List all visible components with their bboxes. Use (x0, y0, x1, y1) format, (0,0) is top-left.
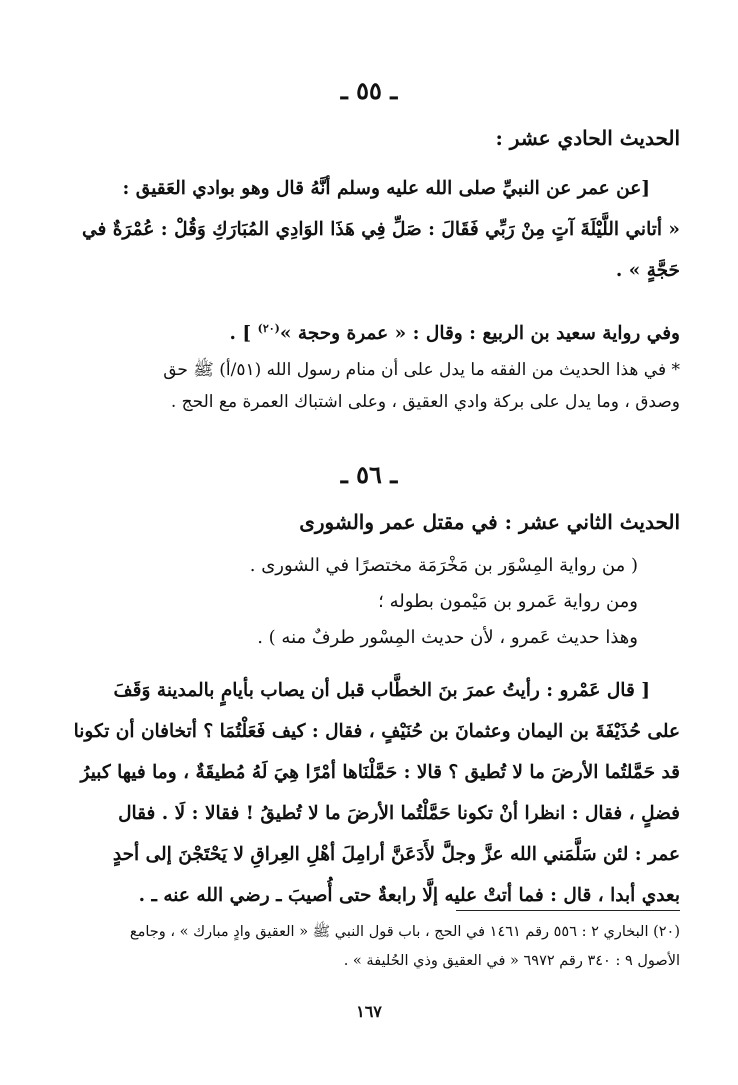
footnote-line-1: (٢٠) البخاري ٢ : ٥٥٦ رقم ١٤٦١ في الحج ، باب قول النبي ﷺ « العقيق وادٍ مبارك » ، وجامع (129, 924, 680, 940)
rabi-narration-text: وفي رواية سعيد بن الربيع : وقال : « عمرة وحجة » (279, 323, 680, 345)
hadith-12-line-3: قد حَمَّلتُما الأرضَ ما لا تُطيق ؟ قالا : حَمَّلْنَاها أمْرًا هِيَ لَهُ مُطيقَةٌ ، وما فيها كبيرُ (80, 762, 680, 783)
hadith-12-line-2: على حُذَيْفَةَ بن اليمان وعثمانَ بن حُنَيْفٍ ، فقال : كيف فَعَلْتُمَا ؟ أتخافان أن تكونا (73, 721, 680, 742)
hadith-11-text (58, 168, 680, 291)
hadith-12-text (58, 670, 680, 916)
commentary-line-2: وصدق ، وما يدل على بركة وادي العقيق ، وعلى اشتباك العمرة مع الحج . (170, 392, 680, 412)
hadith-12-line-1: [ قال عَمْرو : رأيتُ عمرَ بنَ الخطَّاب قبل أن يصاب بأيامٍ بالمدينة وَقَفَ (113, 680, 650, 701)
footnote-line-2: الأصول ٩ : ٣٤٠ رقم ٦٩٧٢ « في العقيق وذي الحُليفة » . (343, 953, 680, 969)
hadith-12-line-6: بعدي أبدا ، قال : فما أتتْ عليه إلَّا رابعةٌ حتى أُصيبَ ـ رضي الله عنه ـ . (138, 885, 680, 906)
hadith-12-sources (16, 548, 680, 656)
hadith-11-line-3: حَجَّةٍ » . (615, 260, 680, 281)
source-line-2: ومن رواية عَمرو بن مَيْمون بطوله ؛ (378, 591, 638, 612)
hadith-11-line-2: « أتاني اللَّيْلَةَ آتٍ مِنْ رَبِّي فَقَالَ : صَلِّ فِي هَذَا الوَادِي المُبَارَكِ وَقُلْ : عُمْرَةٌ في (82, 219, 680, 240)
commentary-line-1: * في هذا الحديث من الفقه ما يدل على أن منام رسول الله (٥١/أ) ﷺ حق (163, 360, 680, 380)
rabi-narration (58, 308, 680, 354)
folio-number: ١٦٧ (356, 1002, 382, 1021)
hadith-11-title: الحديث الحادي عشر : (495, 126, 680, 150)
source-line-1: ( من رواية المِسْوَر بن مَخْرَمَة مختصرًا في الشورى . (249, 555, 638, 576)
page-number-56: ـ ٥٦ ـ (340, 460, 398, 489)
source-line-3: وهذا حديث عَمرو ، لأن حديث المِسْور طرفٌ منه ) . (257, 627, 638, 648)
hadith-12-title: الحديث الثاني عشر : في مقتل عمر والشورى (299, 510, 680, 534)
hadith-11-commentary (58, 354, 680, 418)
hadith-12-line-5: عمر : لئن سَلَّمَني الله عزَّ وجلَّ لأَدَعَنَّ أرامِلَ أهْلِ العِراقِ لا يَحْتَجْنَ إلى أحدٍ (112, 844, 680, 865)
page-number-55: ـ ٥٥ ـ (340, 76, 398, 105)
footnote-20 (58, 918, 680, 976)
rabi-narration-end: ] . (229, 323, 258, 345)
footnote-divider (456, 910, 680, 911)
hadith-12-line-4: فضلٍ ، فقال : انظرا أنْ تكونا حَمَّلْتُما الأرضَ ما لا تُطيقُ ! فقالا : لَا . فقال (118, 803, 680, 824)
document-page (58, 62, 680, 1052)
hadith-11-line-1: [عن عمر عن النبيِّ صلى الله عليه وسلم أنَّهُ قال وهو بوادي العَقيق : (122, 178, 650, 199)
footnote-ref-20: (٢٠) (257, 322, 280, 335)
